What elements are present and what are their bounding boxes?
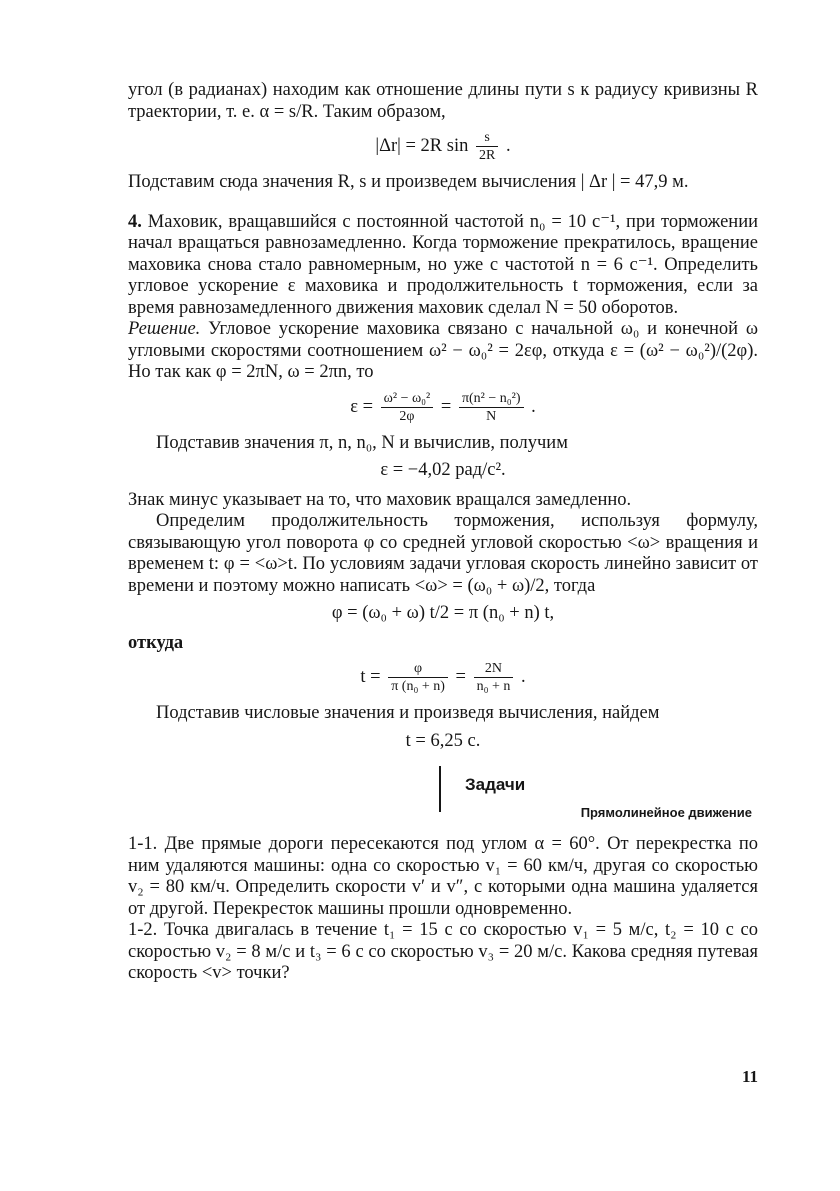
fraction-numerator: s xyxy=(476,129,498,147)
word-whence: откуда xyxy=(128,632,184,653)
formula-duration-fraction-2 xyxy=(474,660,514,695)
formula-duration-fraction-1 xyxy=(388,660,448,695)
problem-4-text: Маховик, вращавшийся с постоянной частотой n₀ = 10 с⁻¹, при торможении начал вращаться равнозамедленно. Когда торможение прекратилось, вращение маховика снова стало равномерным, но уже с частотой n = 6 с⁻¹. Определить угловое ускорение ε маховика и продолжительность t торможения, если за время равнозамедленного движения маховик сделал N = 50 оборотов. xyxy=(128,211,758,318)
problem-4-number: 4. xyxy=(128,211,142,232)
substitution-paragraph-1: Подставим сюда значения R, s и произведем вычисления | Δr | = 47,9 м. xyxy=(128,172,689,192)
tasks-section-header xyxy=(128,766,758,822)
task-1-2: 1-2. Точка двигалась в течение t₁ = 15 с со скоростью v₁ = 5 м/с, t₂ = 10 с со скоростью v₂ = 8 м/с и t₃ = 6 с со скоростью v₃ = 20 м/с. Какова средняя путевая скорость <v> точки? xyxy=(128,920,758,983)
formula-aa-lhs: ε = xyxy=(350,396,374,417)
page-number: 11 xyxy=(741,1067,758,1086)
formula-duration-tail: . xyxy=(520,666,526,687)
tasks-subtitle: Прямолинейное движение xyxy=(580,805,752,820)
substitution-paragraph-3: Подставив числовые значения и произведя вычисления, найдем xyxy=(156,703,660,723)
task-1-1: 1-1. Две прямые дороги пересекаются под углом α = 60°. От перекрестка по ним удаляются машины: одна со скоростью v₁ = 60 км/ч, другая со скоростью v₂ = 80 км/ч. Определить скорости v′ и v″, с которыми одна машина удаляется от другой. Перекресток машины прошли одновременно. xyxy=(128,834,758,919)
intro-paragraph: угол (в радианах) находим как отношение длины пути s к радиусу кривизны R траектории, т. е. α = s/R. Таким образом, xyxy=(128,80,758,122)
fraction-denominator: 2φ xyxy=(399,408,415,424)
formula-aa-tail: . xyxy=(531,396,536,417)
fraction-numerator: ω² − ω₀² xyxy=(381,390,434,408)
fraction-denominator: n₀ + n xyxy=(476,679,511,694)
problem-4 xyxy=(128,212,758,320)
fraction-numerator: 2N xyxy=(474,660,514,678)
solution-label: Решение. xyxy=(128,319,201,339)
formula-duration-equals: = xyxy=(455,666,466,687)
fraction-denominator: N xyxy=(486,408,497,424)
tasks-vertical-rule xyxy=(439,766,441,812)
solution-text: Угловое ускорение маховика связано с начальной ω₀ и конечной ω угловыми скоростями соотношением ω² − ω₀² = 2εφ, откуда ε = (ω² − ω₀²)/(2φ). Но так как φ = 2πN, ω = 2πn, то xyxy=(128,319,758,382)
formula-displacement xyxy=(128,129,758,164)
substitution-paragraph-2: Подставив значения π, n, n₀, N и вычислив, получим xyxy=(156,432,568,453)
formula-displacement-lhs: |Δr| = 2R sin xyxy=(375,135,469,156)
formula-duration-lhs: t = xyxy=(360,666,381,687)
fraction-numerator: φ xyxy=(388,660,448,678)
formula-aa-fraction-2 xyxy=(459,390,524,425)
result-angular-acceleration: ε = −4,02 рад/с². xyxy=(380,460,506,480)
formula-aa-equals: = xyxy=(440,396,452,417)
result-duration: t = 6,25 с. xyxy=(405,730,481,751)
fraction-numerator: π(n² − n₀²) xyxy=(459,390,524,408)
formula-angular-acceleration xyxy=(128,390,758,425)
solution-paragraph xyxy=(128,319,758,384)
tasks-title: Задачи xyxy=(465,775,526,794)
formula-rotation-angle: φ = (ω₀ + ω) t/2 = π (n₀ + n) t, xyxy=(331,603,555,623)
page-body xyxy=(128,80,758,985)
formula-aa-fraction-1 xyxy=(381,390,434,425)
formula-displacement-fraction xyxy=(476,129,498,164)
formula-displacement-tail: . xyxy=(505,135,511,156)
sign-paragraph: Знак минус указывает на то, что маховик вращался замедленно. xyxy=(128,489,632,510)
fraction-denominator: π (n₀ + n) xyxy=(391,679,445,694)
formula-duration xyxy=(128,660,758,695)
fraction-denominator: 2R xyxy=(478,148,496,163)
duration-paragraph: Определим продолжительность торможения, используя формулу, связывающую угол поворота φ со средней угловой скоростью <ω> вращения и временем t: φ = <ω>t. По условиям задачи угловая скорость линейно зависит от времени и поэтому можно написать <ω> = (ω₀ + ω)/2, тогда xyxy=(128,511,758,596)
